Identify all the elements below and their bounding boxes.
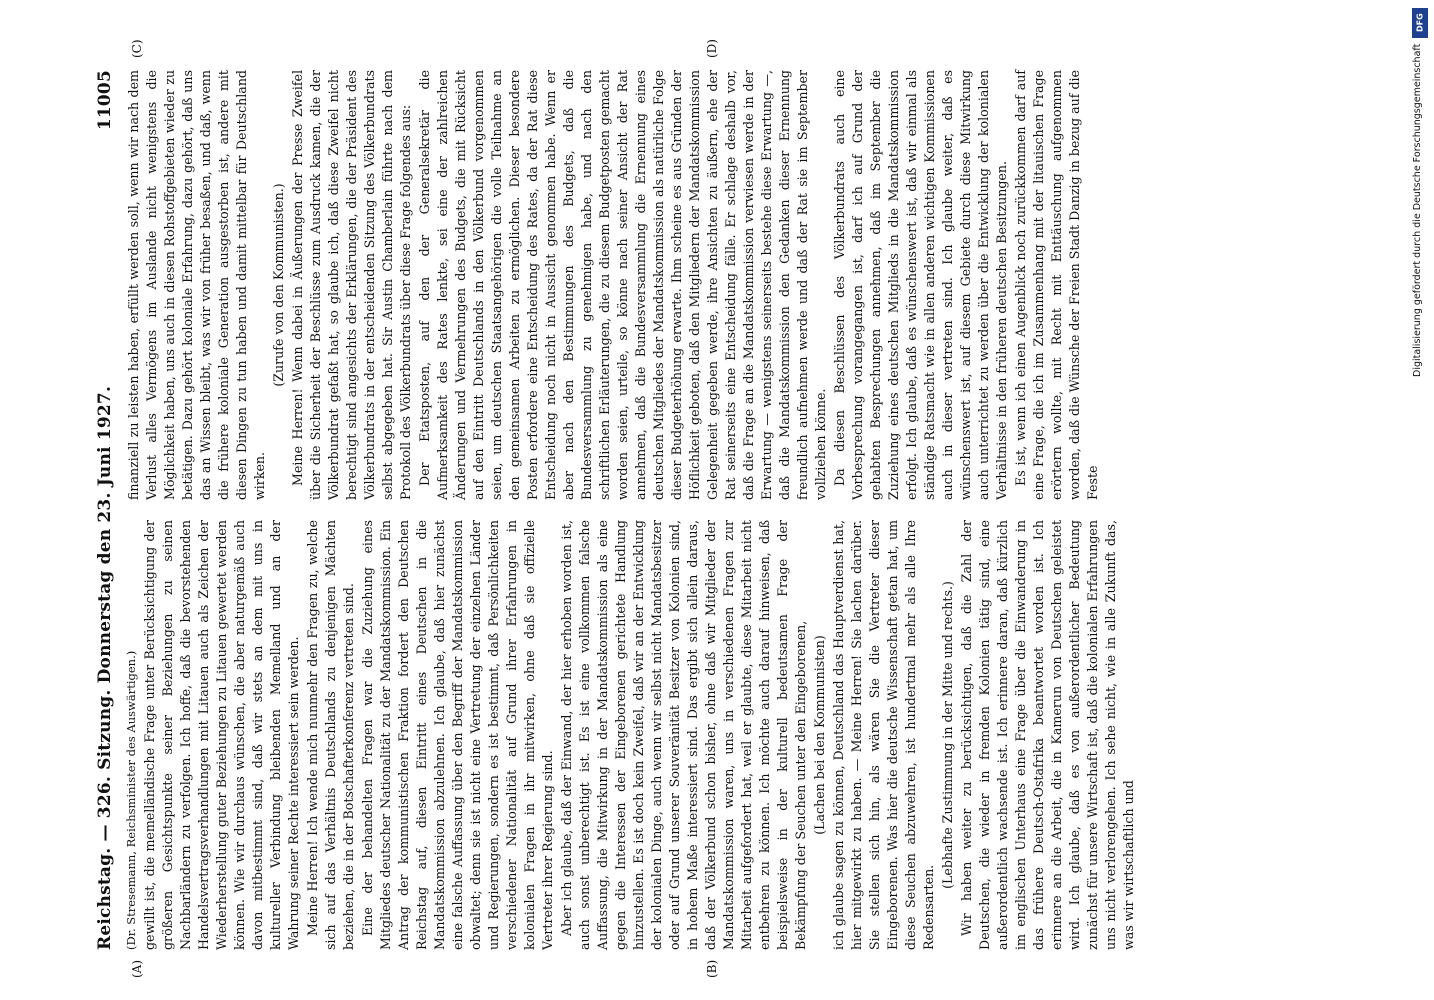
right-column — [125, 70, 1135, 500]
dfg-credit — [1412, 44, 1428, 404]
right-quote: Der Etatsposten, auf den der Generalsekretär die Aufmerksamkeit des Rates lenkte, sei eine der zahlreichen Änderungen und Vermehrungen des Budgets, die mit Rücksicht auf den Eintritt Deutschlands in den Völkerbund vorgenommen seien, um deutschen Staatsangehörigen die volle Teilnahme an den gemeinsamen Arbeiten zu ermöglichen. Dieser besondere Posten erfordere eine Entscheidung des Rates, da der Rat diese Entscheidung noch nicht in Aussicht genommen habe. Wenn er aber nach den Bestimmungen des Budgets, daß die Bundesversammlung zu genehmigen habe, und nach den schriftlichen Erläuterungen, die zu diesem Budgetposten gemacht worden seien, urteile, so könne nach seiner Ansicht der Rat annehmen, daß die Bundesversammlung die Ernennung eines deutschen Mitgliedes der Mandatskommission als natürliche Folge dieser Budgeterhöhung erwarte. Ihm scheine es aus Gründen der Höflichkeit geboten, daß den Mitgliedern der Mandatskommission Gelegenheit gegeben werde, ihre Ansichten zu äußern, ehe der Rat seinerseits eine Entscheidung fälle. Er schlage deshalb vor, daß die Frage an die Mandatskommission verwiesen werde in der Erwartung — wenigstens seinerseits bestehe diese Erwartung —, daß die Mandatskommission den Gedanken dieser Ernennung freundlich aufnehmen werde und daß der Rat sie im September vollziehen könne. — [417, 70, 828, 500]
page-number: 11005 — [95, 70, 115, 131]
left-paragraph-5: ich glaube sagen zu können, Deutschland das Hauptverdienst hat, hier mitgewirkt zu haben. — Meine Herren! Sie lachen darüber. Sie stellen sich hin, als wären Sie die Vertreter dieser Eingeborenen. Was hier die deutsche Wissenschaft getan hat, um diese Seuchen abzuwehren, ist hundertmal mehr als alle Ihre Redensarten. — [831, 520, 936, 950]
left-paragraph-6: Wir haben weiter zu berücksichtigen, daß die Zahl der Deutschen, die wieder in fremden Kolonien tätig sind, eine außerordentlich wachsende ist. Ich erinnere daran, daß kürzlich im englischen Unterhaus eine Frage über die Einwanderung in das frühere Deutsch-Ostafrika beantwortet worden ist. Ich erinnere an die Arbeit, die in Kamerun von Deutschen geleistet wird. Ich glaube, daß es von außerordentlicher Bedeutung zunächst für unsere Wirtschaft ist, daß die kolonialen Erfahrungen uns nicht verlorengehen. Ich sehe nicht, wie in alle Zukunft das, was wir wirtschaftlich und — [959, 520, 1136, 950]
header-title: Reichstag. — 326. Sitzung. Donnerstag den 23. Juni 1927. — [95, 385, 115, 950]
left-interjection-1: (Lachen bei den Kommunisten) — [812, 635, 827, 835]
dfg-credit-text: Digitalisierung gefördert durch die Deutsche Forschungsgemeinschaft — [1412, 44, 1423, 378]
dfg-logo-text: DFG — [1415, 13, 1425, 33]
speaker-line: (Dr. Stresemann, Reichsminister des Auswärtigen.) — [124, 650, 138, 950]
left-paragraph-1: gewillt ist, die memelländische Frage unter Berücksichtigung der größeren Gesichtspunkte seiner Beziehungen zu seinen Nachbarländern zu verfolgen. Ich hoffe, daß die bevorstehenden Handelsvertragsverhandlungen mit Litauen auch als Zeichen der Wiederherstellung guter Beziehungen zu Litauen gewertet werden können. Wie wir durchaus wünschen, die aber naturgemäß auch davon mitbestimmt sind, daß wir stets an dem mit uns in kultureller Verbindung bleibenden Memelland und an der Wahrung seiner Rechte interessiert sein werden. — [142, 520, 301, 950]
left-interjection-2: (Lebhafte Zustimmung in der Mitte und rechts.) — [940, 581, 955, 889]
left-paragraph-3: Eine der behandelten Fragen war die Zuziehung eines Mitgliedes deutscher Nationalität zu der Mandatskommission. Ein Antrag der kommunistischen Fraktion fordert den Deutschen Reichstag auf, diesen Eintritt eines Deutschen in die Mandatskommission abzulehnen. Ich glaube, daß hier zunächst eine falsche Auffassung über den Begriff der Mandatskommission obwaltet; denn sie ist nicht eine Vertretung der einzelnen Länder und Regierungen, sondern es ist bestimmt, daß Persönlichkeiten verschiedener Nationalität auf Grund ihrer Erfahrungen in kolonialen Fragen in ihr mitwirken, ohne daß sie offizielle Vertreter ihrer Regierung sind. — [360, 520, 555, 950]
dfg-logo — [1412, 8, 1428, 38]
right-paragraph-3: Da diesen Beschlüssen des Völkerbundrats auch eine Vorbesprechung vorangegangen ist, darf ich auf Grund der gehabten Besprechungen annehmen, daß im September die Zuziehung eines deutschen Mitglieds in die Mandatskommission erfolgt. Ich glaube, daß es wünschenswert ist, daß wir einmal als ständige Ratsmacht wie in allen anderen wichtigen Kommissionen auch in dieser vertreten sind. Ich glaube weiter, daß es wünschenswert ist, auf diesem Gebiete durch diese Mitwirkung auch unterrichtet zu werden über die Entwicklung der kolonialen Verhältnisse in den früheren deutschen Besitzungen. — [832, 70, 1009, 500]
margin-mark-c: (C) — [130, 39, 144, 58]
margin-mark-a: (A) — [130, 959, 144, 978]
right-interjection-1: (Zurufe von den Kommunisten.) — [271, 183, 286, 387]
margin-mark-b: (B) — [705, 959, 719, 978]
right-paragraph-4: Es ist, wenn ich einen Augenblick noch zurückkommen darf auf eine Frage, die ich im Zusammenhang mit der litauischen Frage erörtern wollte, mit Recht mit Enttäuschung aufgenommen worden, daß die Wünsche der Freien Stadt Danzig in bezug auf die Feste — [1013, 70, 1100, 500]
right-paragraph-2: Meine Herren! Wenn dabei in Äußerungen der Presse Zweifel über die Sicherheit der Beschlüsse zum Ausdruck kamen, die der Völkerbundrat gefaßt hat, so glaube ich, daß diese Zweifel nicht berechtigt sind angesichts der Erklärungen, die der Präsident des Völkerbundrats in der entscheidenden Sitzung des Völkerbundrats selbst abgegeben hat. Sir Austin Chamberlain führte nach dem Protokoll des Völkerbundrats über diese Frage folgendes aus: — [290, 70, 413, 500]
left-paragraph-4: Aber ich glaube, daß der Einwand, der hier erhoben worden ist, auch sonst unberechtigt ist. Es ist eine vollkommen falsche Auffassung, die Mitwirkung in der Mandatskommission als eine gegen die Interessen der Eingeborenen gerichtete Handlung hinzustellen. Es ist doch kein Zweifel, daß wir an der Entwicklung der kolonialen Dinge, auch wenn wir selbst nicht Mandatsbesitzer oder auf Grund unserer Souveränität Besitzer von Kolonien sind, in hohem Maße interessiert sind. Das ergibt sich allein daraus, daß der Völkerbund schon bisher, ohne daß wir Mitglieder der Mandatskommission waren, uns in verschiedenen Fragen zur Mitarbeit aufgefordert hat, weil er glaubte, diese Mitarbeit nicht entbehren zu können. Ich möchte auch darauf hinweisen, daß beispielsweise in der kulturell bedeutsamen Frage der Bekämpfung der Seuchen unter den Eingeborenen, — [559, 520, 808, 950]
dfg-sidebar — [1410, 8, 1430, 408]
margin-mark-d: (D) — [705, 39, 719, 58]
left-column — [122, 520, 1136, 950]
right-paragraph-1: finanziell zu leisten haben, erfüllt werden soll, wenn wir nach dem Verlust alles Vermögens im Auslande nicht wenigstens die Möglichkeit haben, uns auch in diesen Rohstoffgebieten wieder zu betätigen. Dazu gehört koloniale Erfahrung, dazu gehört, daß uns das an Wissen bleibt, was wir von früher besaßen, und daß, wenn die frühere koloniale Generation ausgestorben ist, andere mit diesen Dingen zu tun haben und damit mittelbar für Deutschland wirken. — [126, 70, 267, 500]
left-paragraph-2: Meine Herren! Ich wende mich nunmehr den Fragen zu, welche sich auf das Verhältnis Deutschlands zu denjenigen Mächten beziehen, die in der Botschafterkonferenz vertreten sind. — [305, 520, 356, 950]
page-header — [95, 70, 119, 950]
